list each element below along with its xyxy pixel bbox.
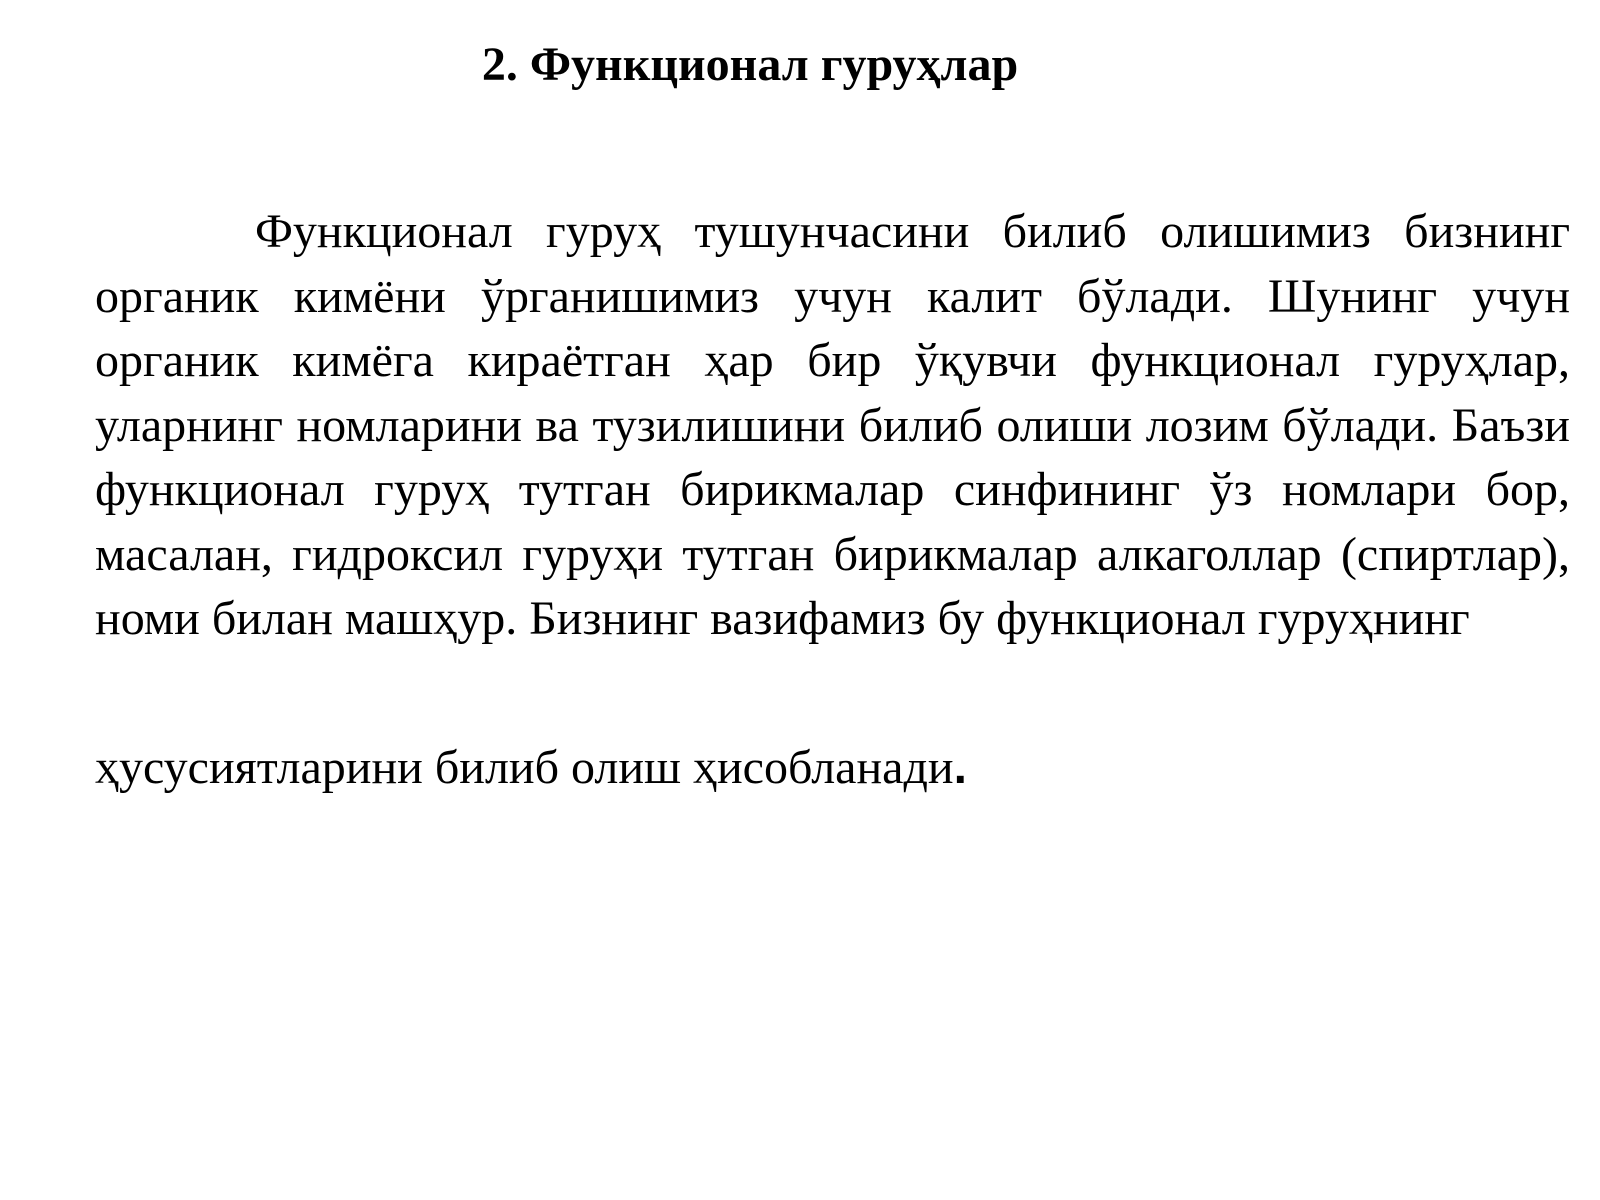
body-paragraph-last-line — [95, 736, 1570, 800]
slide-title: 2. Функционал гуруҳлар — [481, 38, 1019, 91]
last-line-period: . — [953, 741, 967, 794]
last-line-text: ҳусусиятларини билиб олиш ҳисобланади — [95, 741, 954, 794]
body-paragraph: Функционал гуруҳ тушунчасини билиб олишимиз бизнинг органик кимёни ўрганишимиз учун калит бўлади. Шунинг учун органик кимёга кираётган ҳар бир ўқувчи функционал гуруҳлар, уларнинг номларини ва тузилишини билиб олиши лозим бўлади. Баъзи функционал гуруҳ тутган бирикмалар синфининг ўз номлари бор, масалан, гидроксил гуруҳи тутган бирикмалар алкаголлар (спиртлар), номи билан машҳур. Бизнинг вазифамиз бу функционал гуруҳнинг — [95, 205, 1570, 645]
